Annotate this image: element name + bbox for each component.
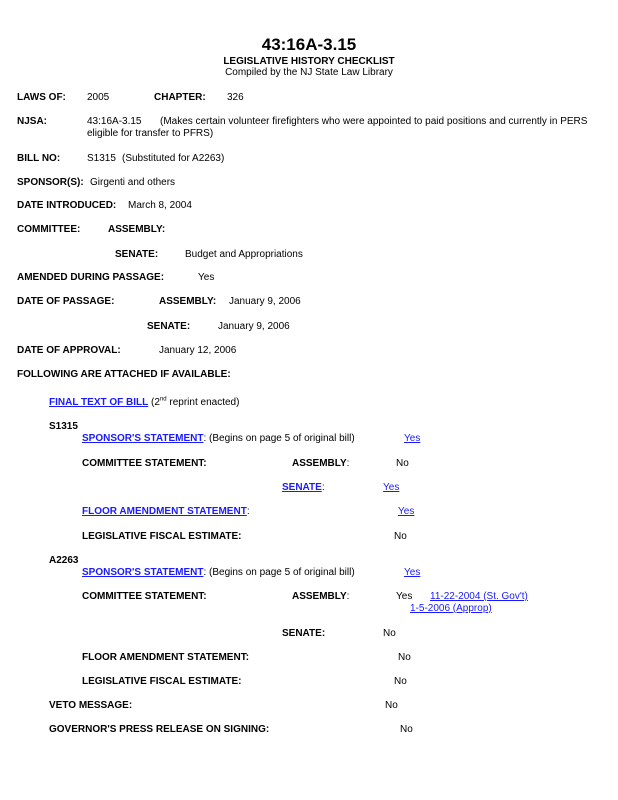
a2263-assembly-value: Yes	[396, 591, 413, 602]
s1315-senate-row	[282, 482, 325, 494]
veto-message-label: VETO MESSAGE:	[49, 700, 133, 711]
bill-no-value: S1315	[87, 153, 116, 164]
a2263-sponsor-statement-row	[82, 567, 355, 579]
s1315-sponsor-statement-yes-link[interactable]: Yes	[404, 433, 421, 444]
s1315-fiscal-estimate-value: No	[394, 531, 407, 542]
page-title: 43:16A-3.15	[261, 35, 357, 54]
a2263-committee-statement-label: COMMITTEE STATEMENT:	[82, 591, 207, 602]
committee-assembly-label: ASSEMBLY:	[108, 224, 166, 235]
committee-senate-value: Budget and Appropriations	[185, 249, 303, 260]
bill-no-label: BILL NO:	[17, 153, 61, 164]
bill-no-substituted: (Substituted for A2263)	[122, 153, 225, 164]
sponsors-label: SPONSOR(S):	[17, 177, 84, 188]
date-of-approval-label: DATE OF APPROVAL:	[17, 345, 121, 356]
amended-label: AMENDED DURING PASSAGE:	[17, 272, 165, 283]
a2263-assembly-label: ASSEMBLY	[292, 591, 347, 602]
s1315-floor-amendment-link[interactable]: FLOOR AMENDMENT STATEMENT	[82, 506, 247, 517]
compiled-by: Compiled by the NJ State Law Library	[225, 67, 393, 78]
njsa-description-line2: eligible for transfer to PFRS)	[87, 128, 214, 139]
laws-of-value: 2005	[87, 92, 110, 103]
a2263-assembly-statement-link-2[interactable]: 1-5-2006 (Approp)	[410, 603, 492, 614]
s1315-senate-yes-link[interactable]: Yes	[383, 482, 400, 493]
s1315-heading: S1315	[49, 421, 78, 432]
amended-value: Yes	[198, 272, 215, 283]
committee-senate-label: SENATE:	[115, 249, 159, 260]
s1315-assembly-label: ASSEMBLY	[292, 458, 347, 469]
s1315-senate-link[interactable]: SENATE	[282, 482, 322, 493]
a2263-fiscal-estimate-label: LEGISLATIVE FISCAL ESTIMATE:	[82, 676, 242, 687]
date-of-passage-label: DATE OF PASSAGE:	[17, 296, 115, 307]
s1315-assembly-value: No	[396, 458, 409, 469]
s1315-fiscal-estimate-label: LEGISLATIVE FISCAL ESTIMATE:	[82, 531, 242, 542]
s1315-floor-amendment-colon: :	[246, 506, 250, 517]
a2263-assembly-colon: :	[346, 591, 350, 602]
final-text-note-pre: (2	[148, 397, 160, 408]
final-text-of-bill-link[interactable]: FINAL TEXT OF BILL	[49, 397, 149, 408]
committee-label: COMMITTEE:	[17, 224, 81, 235]
a2263-assembly-statement-link-1[interactable]: 11-22-2004 (St. Gov't)	[430, 591, 528, 602]
a2263-assembly-row	[292, 591, 349, 603]
date-introduced-label: DATE INTRODUCED:	[17, 200, 117, 211]
a2263-fiscal-estimate-value: No	[394, 676, 407, 687]
njsa-value: 43:16A-3.15	[87, 116, 142, 127]
a2263-heading: A2263	[49, 555, 79, 566]
attached-heading: FOLLOWING ARE ATTACHED IF AVAILABLE:	[17, 369, 231, 380]
njsa-label: NJSA:	[17, 116, 48, 127]
s1315-assembly-colon: :	[346, 458, 350, 469]
a2263-senate-value: No	[383, 628, 396, 639]
date-introduced-value: March 8, 2004	[128, 200, 192, 211]
s1315-sponsor-statement-note: : (Begins on page 5 of original bill)	[203, 433, 355, 444]
page-subtitle: LEGISLATIVE HISTORY CHECKLIST	[223, 56, 395, 67]
press-release-label: GOVERNOR'S PRESS RELEASE ON SIGNING:	[49, 724, 270, 735]
s1315-assembly-row	[292, 458, 349, 470]
a2263-senate-label: SENATE:	[282, 628, 326, 639]
date-of-approval-value: January 12, 2006	[159, 345, 237, 356]
s1315-senate-colon: :	[321, 482, 325, 493]
a2263-sponsor-statement-yes-link[interactable]: Yes	[404, 567, 421, 578]
njsa-description-line1: (Makes certain volunteer firefighters who were appointed to paid positions and currently in PERS	[160, 116, 588, 127]
s1315-sponsor-statement-row	[82, 433, 355, 445]
chapter-value: 326	[227, 92, 244, 103]
final-text-row	[49, 397, 239, 409]
s1315-floor-amendment-row	[82, 506, 250, 518]
a2263-sponsor-statement-link[interactable]: SPONSOR'S STATEMENT	[82, 567, 204, 578]
a2263-floor-amendment-label: FLOOR AMENDMENT STATEMENT:	[82, 652, 250, 663]
veto-message-value: No	[385, 700, 398, 711]
final-text-note-post: reprint enacted)	[166, 397, 240, 408]
laws-of-label: LAWS OF:	[17, 92, 66, 103]
passage-senate-value: January 9, 2006	[218, 321, 290, 332]
a2263-floor-amendment-value: No	[398, 652, 411, 663]
press-release-value: No	[400, 724, 413, 735]
s1315-committee-statement-label: COMMITTEE STATEMENT:	[82, 458, 207, 469]
final-text-note-sup: nd	[159, 396, 167, 403]
passage-assembly-label: ASSEMBLY:	[159, 296, 217, 307]
s1315-sponsor-statement-link[interactable]: SPONSOR'S STATEMENT	[82, 433, 204, 444]
passage-assembly-value: January 9, 2006	[229, 296, 301, 307]
passage-senate-label: SENATE:	[147, 321, 191, 332]
s1315-floor-amendment-yes-link[interactable]: Yes	[398, 506, 415, 517]
a2263-sponsor-statement-note: : (Begins on page 5 of original bill)	[203, 567, 355, 578]
chapter-label: CHAPTER:	[154, 92, 206, 103]
sponsors-value: Girgenti and others	[90, 177, 176, 188]
